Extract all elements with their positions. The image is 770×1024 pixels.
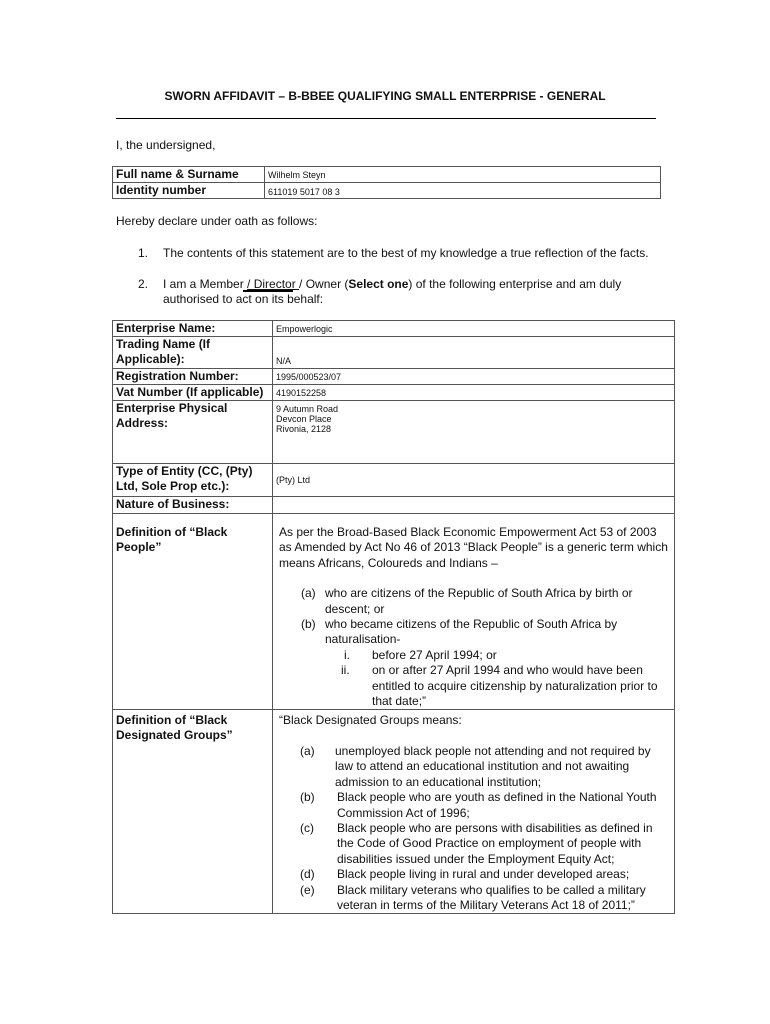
designated-list (279, 744, 668, 913)
item-text: who are citizens of the Republic of South Africa by birth or descent; or (325, 586, 633, 616)
director-option[interactable]: / Director (247, 277, 300, 291)
identity-number-field[interactable]: 611019 5017 08 3 (265, 183, 661, 199)
definition-subitem (279, 663, 668, 709)
item-number: (a) (300, 743, 315, 758)
item-number: (b) (300, 790, 315, 805)
black-people-definition (273, 514, 675, 710)
subitem-text: on or after 27 April 1994 and who would have been entitled to acquire citizenship by naturalization prior to that date;” (372, 663, 658, 709)
item-text: Black people who are youth as defined in the National Youth Commission Act of 1996; (337, 790, 657, 820)
item-text: Black military veterans who qualifies to be called a military veteran in terms of the Military Veterans Act 18 of 2011;” (337, 882, 646, 912)
item-2-line2: authorised to act on its behalf: (163, 292, 324, 306)
registration-number-label: Registration Number: (113, 369, 273, 385)
physical-address-label: Enterprise Physical Address: (113, 401, 273, 464)
identity-number-label: Identity number (113, 183, 265, 199)
declare-text: Hereby declare under oath as follows: (116, 214, 318, 228)
vat-number-field[interactable]: 4190152258 (273, 385, 675, 401)
document-title: SWORN AFFIDAVIT – B-BBEE QUALIFYING SMALL ENTERPRISE - GENERAL (164, 89, 606, 103)
trading-name-field[interactable]: N/A (273, 337, 675, 369)
nature-of-business-field[interactable] (273, 497, 675, 514)
designated-item (279, 883, 668, 914)
item-number: (b) (301, 617, 316, 632)
item-number: (c) (300, 820, 314, 835)
item-2-post: ) of the following enterprise and am duly (408, 277, 622, 291)
director-selection-mark (243, 290, 293, 292)
item-2-number: 2. (138, 277, 149, 291)
item-text: Black people who are persons with disabilities as defined in the Code of Good Practice on employment of people with disabilities issued under the Employment Equity Act; (337, 820, 653, 866)
item-2-text (163, 277, 673, 307)
intro-text: I, the undersigned, (116, 138, 216, 152)
item-2-mid: / Owner ( (299, 277, 349, 291)
select-one-instruction: Select one (348, 277, 409, 291)
designated-intro: “Black Designated Groups means: (279, 713, 462, 728)
black-people-label: Definition of “Black People” (113, 514, 273, 710)
entity-type-field[interactable]: (Pty) Ltd (273, 464, 675, 497)
full-name-field[interactable]: Wilhelm Steyn (265, 167, 661, 183)
registration-number-field[interactable]: 1995/000523/07 (273, 369, 675, 385)
subitem-text: before 27 April 1994; or (372, 647, 497, 662)
item-text: Black people living in rural and under developed areas; (337, 867, 630, 882)
black-people-intro: As per the Broad-Based Black Economic Empowerment Act 53 of 2003 as Amended by Act No 46 of 2013 “Black People” is a generic term which means Africans, Coloureds and Indians – (279, 525, 668, 570)
item-number: (d) (300, 867, 315, 882)
item-2-pre: I am a Member (163, 277, 248, 291)
address-line: Rivonia, 2128 (276, 424, 332, 434)
address-line: Devcon Place (276, 414, 332, 424)
designated-groups-label: Definition of “Black Designated Groups” (113, 710, 273, 914)
identity-table (112, 166, 661, 199)
item-number: (a) (301, 586, 316, 601)
enterprise-table (112, 320, 675, 914)
full-name-label: Full name & Surname (113, 167, 265, 183)
enterprise-name-label: Enterprise Name: (113, 321, 273, 337)
designated-groups-definition (273, 710, 675, 914)
trading-name-label: Trading Name (If Applicable): (113, 337, 273, 369)
item-1-number: 1. (138, 246, 149, 260)
item-number: (e) (300, 882, 315, 897)
definition-item (279, 586, 668, 617)
physical-address-field[interactable] (273, 401, 675, 464)
item-text: unemployed black people not attending and not required by law to attend an educational institution and not awaiting admission to an educational institution; (335, 743, 651, 789)
enterprise-name-field[interactable]: Empowerlogic (273, 321, 675, 337)
item-text: who became citizens of the Republic of South Africa by naturalisation- (325, 617, 618, 647)
definition-subitem (279, 648, 668, 663)
vat-number-label: Vat Number (If applicable) (113, 385, 273, 401)
subitem-number: ii. (341, 663, 350, 678)
designated-item (279, 821, 668, 867)
designated-item (279, 790, 668, 821)
nature-of-business-label: Nature of Business: (113, 497, 273, 514)
title-rule (116, 118, 656, 119)
item-1-text: The contents of this statement are to the best of my knowledge a true reflection of the facts. (163, 246, 649, 260)
subitem-number: i. (344, 647, 350, 662)
address-line: 9 Autumn Road (276, 404, 339, 414)
designated-item (279, 744, 668, 790)
definition-item (279, 617, 668, 648)
designated-item (279, 867, 668, 882)
entity-type-label: Type of Entity (CC, (Pty) Ltd, Sole Prop etc.): (113, 464, 273, 497)
